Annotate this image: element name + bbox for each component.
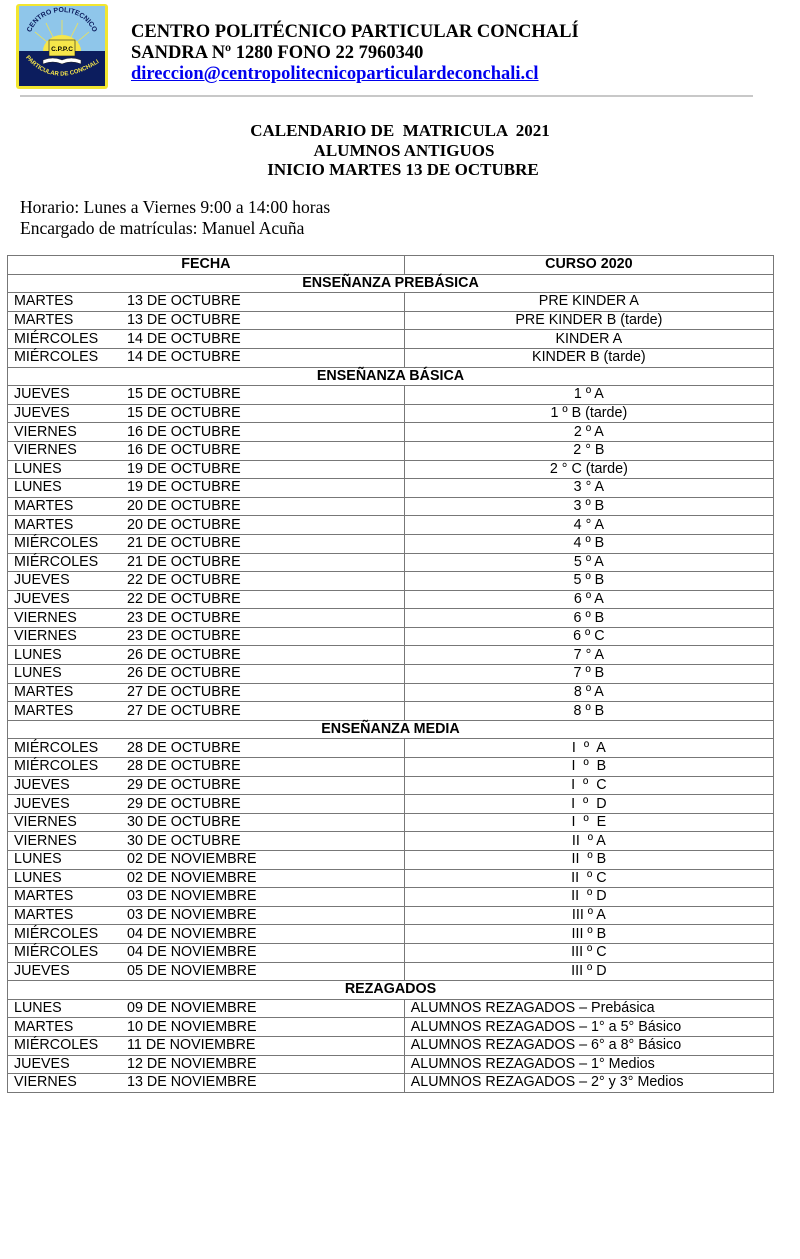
table-row	[8, 1036, 774, 1055]
weekday: VIERNES	[14, 832, 77, 849]
weekday: MARTES	[14, 683, 74, 700]
date: 10 DE NOVIEMBRE	[127, 1018, 257, 1035]
curso-cell: I º D	[404, 795, 773, 814]
date: 04 DE NOVIEMBRE	[127, 944, 257, 961]
weekday: MIÉRCOLES	[14, 553, 99, 570]
curso-cell: ALUMNOS REZAGADOS – 6° a 8° Básico	[404, 1036, 773, 1055]
curso-cell: 7 ° A	[404, 646, 773, 665]
info-block	[20, 197, 330, 239]
date: 09 DE NOVIEMBRE	[127, 1000, 257, 1017]
curso-cell: I º E	[404, 813, 773, 832]
table-row	[8, 293, 774, 312]
weekday: MIÉRCOLES	[14, 925, 99, 942]
curso-cell: 1 º B (tarde)	[404, 404, 773, 423]
fecha-cell	[8, 479, 405, 498]
table-row	[8, 348, 774, 367]
fecha-cell	[8, 999, 405, 1018]
table-row	[8, 1074, 774, 1093]
weekday: MIÉRCOLES	[14, 535, 99, 552]
table-row	[8, 497, 774, 516]
date: 28 DE OCTUBRE	[127, 758, 241, 775]
curso-cell: 2 ° B	[404, 441, 773, 460]
fecha-cell	[8, 627, 405, 646]
fecha-cell	[8, 1055, 405, 1074]
fecha-cell	[8, 702, 405, 721]
table-row	[8, 553, 774, 572]
curso-cell: 5 º A	[404, 553, 773, 572]
title-line-2: ALUMNOS ANTIGUOS	[313, 140, 495, 160]
date: 03 DE NOVIEMBRE	[127, 888, 257, 905]
curso-cell: 2 ° C (tarde)	[404, 460, 773, 479]
table-row	[8, 516, 774, 535]
fecha-cell	[8, 330, 405, 349]
table-row	[8, 665, 774, 684]
fecha-cell	[8, 665, 405, 684]
weekday: MARTES	[14, 312, 74, 329]
curso-cell: PRE KINDER B (tarde)	[404, 311, 773, 330]
table-row	[8, 311, 774, 330]
date: 20 DE OCTUBRE	[127, 498, 241, 515]
weekday: JUEVES	[14, 572, 70, 589]
fecha-cell	[8, 776, 405, 795]
date: 04 DE NOVIEMBRE	[127, 925, 257, 942]
date: 15 DE OCTUBRE	[127, 386, 241, 403]
school-address: SANDRA Nº 1280 FONO 22 7960340	[131, 43, 424, 63]
date: 02 DE NOVIEMBRE	[127, 869, 257, 886]
fecha-cell	[8, 460, 405, 479]
school-logo	[13, 2, 111, 92]
weekday: VIERNES	[14, 814, 77, 831]
logo-center-text: C.P.P.C	[51, 46, 73, 53]
table-row	[8, 1055, 774, 1074]
weekday: MIÉRCOLES	[14, 330, 99, 347]
fecha-cell	[8, 888, 405, 907]
section-title: ENSEÑANZA PREBÁSICA	[8, 274, 774, 293]
fecha-cell	[8, 497, 405, 516]
table-row	[8, 795, 774, 814]
section-title: ENSEÑANZA MEDIA	[8, 720, 774, 739]
table-row	[8, 609, 774, 628]
weekday: VIERNES	[14, 442, 77, 459]
date: 02 DE NOVIEMBRE	[127, 851, 257, 868]
fecha-cell	[8, 869, 405, 888]
title-line-1: CALENDARIO DE MATRICULA 2021	[250, 121, 550, 140]
weekday: LUNES	[14, 1000, 62, 1017]
table-row	[8, 906, 774, 925]
weekday: MARTES	[14, 498, 74, 515]
fecha-cell	[8, 590, 405, 609]
fecha-cell	[8, 293, 405, 312]
table-row	[8, 330, 774, 349]
fecha-cell	[8, 906, 405, 925]
table-row	[8, 590, 774, 609]
weekday: JUEVES	[14, 776, 70, 793]
fecha-cell	[8, 348, 405, 367]
date: 21 DE OCTUBRE	[127, 535, 241, 552]
weekday: VIERNES	[14, 628, 77, 645]
curso-cell: 7 º B	[404, 665, 773, 684]
date: 19 DE OCTUBRE	[127, 479, 241, 496]
weekday: MIÉRCOLES	[14, 1037, 99, 1054]
school-name: CENTRO POLITÉCNICO PARTICULAR CONCHALÍ	[131, 22, 579, 42]
weekday: JUEVES	[14, 405, 70, 422]
date: 27 DE OCTUBRE	[127, 702, 241, 719]
fecha-cell	[8, 795, 405, 814]
date: 30 DE OCTUBRE	[127, 814, 241, 831]
logo-top-text: CENTRO POLITECNICO	[26, 6, 98, 34]
curso-cell: III º A	[404, 906, 773, 925]
fecha-cell	[8, 832, 405, 851]
date: 22 DE OCTUBRE	[127, 590, 241, 607]
table-row	[8, 479, 774, 498]
weekday: MARTES	[14, 1018, 74, 1035]
section-header-row	[8, 367, 774, 386]
date: 16 DE OCTUBRE	[127, 442, 241, 459]
fecha-cell	[8, 1036, 405, 1055]
weekday: JUEVES	[14, 1055, 70, 1072]
date: 13 DE OCTUBRE	[127, 293, 241, 310]
weekday: LUNES	[14, 665, 62, 682]
date: 11 DE NOVIEMBRE	[127, 1037, 256, 1054]
weekday: VIERNES	[14, 423, 77, 440]
curso-cell: II º B	[404, 851, 773, 870]
table-row	[8, 943, 774, 962]
curso-cell: 2 º A	[404, 423, 773, 442]
weekday: VIERNES	[14, 1074, 77, 1091]
fecha-cell	[8, 962, 405, 981]
date: 13 DE OCTUBRE	[127, 312, 241, 329]
document-title	[0, 121, 800, 180]
enrollment-calendar-table	[7, 255, 774, 1093]
fecha-cell	[8, 441, 405, 460]
fecha-cell	[8, 758, 405, 777]
curso-cell: 6 º B	[404, 609, 773, 628]
date: 23 DE OCTUBRE	[127, 609, 241, 626]
date: 13 DE NOVIEMBRE	[127, 1074, 257, 1091]
fecha-cell	[8, 683, 405, 702]
section-title: REZAGADOS	[8, 981, 774, 1000]
date: 15 DE OCTUBRE	[127, 405, 241, 422]
date: 26 DE OCTUBRE	[127, 665, 241, 682]
weekday: VIERNES	[14, 609, 77, 626]
fecha-cell	[8, 646, 405, 665]
weekday: JUEVES	[14, 590, 70, 607]
fecha-cell	[8, 739, 405, 758]
table-row	[8, 534, 774, 553]
fecha-cell	[8, 943, 405, 962]
date: 05 DE NOVIEMBRE	[127, 962, 257, 979]
table-row	[8, 832, 774, 851]
table-row	[8, 758, 774, 777]
weekday: MARTES	[14, 888, 74, 905]
curso-cell: III º B	[404, 925, 773, 944]
fecha-cell	[8, 404, 405, 423]
table-row	[8, 739, 774, 758]
weekday: MIÉRCOLES	[14, 758, 99, 775]
header-curso: CURSO 2020	[404, 256, 773, 275]
curso-cell: 3 ° A	[404, 479, 773, 498]
table-row	[8, 813, 774, 832]
weekday: LUNES	[14, 646, 62, 663]
weekday: MARTES	[14, 293, 74, 310]
curso-cell: II º D	[404, 888, 773, 907]
weekday: JUEVES	[14, 386, 70, 403]
fecha-cell	[8, 1074, 405, 1093]
fecha-cell	[8, 516, 405, 535]
letterhead	[0, 0, 800, 100]
fecha-cell	[8, 813, 405, 832]
curso-cell: 4 ° A	[404, 516, 773, 535]
table-row	[8, 423, 774, 442]
curso-cell: III º C	[404, 943, 773, 962]
fecha-cell	[8, 572, 405, 591]
date: 16 DE OCTUBRE	[127, 423, 241, 440]
date: 28 DE OCTUBRE	[127, 739, 241, 756]
fecha-cell	[8, 925, 405, 944]
weekday: JUEVES	[14, 795, 70, 812]
date: 22 DE OCTUBRE	[127, 572, 241, 589]
curso-cell: I º C	[404, 776, 773, 795]
weekday: LUNES	[14, 479, 62, 496]
table-row	[8, 646, 774, 665]
curso-cell: I º A	[404, 739, 773, 758]
table-row	[8, 702, 774, 721]
table-row	[8, 460, 774, 479]
curso-cell: 6 º C	[404, 627, 773, 646]
date: 29 DE OCTUBRE	[127, 776, 241, 793]
weekday: LUNES	[14, 851, 62, 868]
section-header-row	[8, 981, 774, 1000]
fecha-cell	[8, 851, 405, 870]
title-line-3: INICIO MARTES 13 DE OCTUBRE	[267, 160, 539, 179]
date: 26 DE OCTUBRE	[127, 646, 241, 663]
weekday: MIÉRCOLES	[14, 739, 99, 756]
table-row	[8, 627, 774, 646]
table-row	[8, 1018, 774, 1037]
letterhead-text	[131, 22, 579, 85]
fecha-cell	[8, 311, 405, 330]
curso-cell: II º C	[404, 869, 773, 888]
fecha-cell	[8, 534, 405, 553]
curso-cell: 6 º A	[404, 590, 773, 609]
header-fecha: FECHA	[8, 256, 405, 275]
curso-cell: 3 º B	[404, 497, 773, 516]
school-email-link[interactable]: direccion@centropolitecnicoparticulardeconchali.cl	[131, 64, 539, 84]
table-row	[8, 572, 774, 591]
weekday: JUEVES	[14, 962, 70, 979]
curso-cell: PRE KINDER A	[404, 293, 773, 312]
curso-cell: KINDER A	[404, 330, 773, 349]
table-row	[8, 441, 774, 460]
fecha-cell	[8, 553, 405, 572]
date: 27 DE OCTUBRE	[127, 683, 241, 700]
curso-cell: ALUMNOS REZAGADOS – 1° Medios	[404, 1055, 773, 1074]
date: 30 DE OCTUBRE	[127, 832, 241, 849]
weekday: LUNES	[14, 869, 62, 886]
date: 21 DE OCTUBRE	[127, 553, 241, 570]
section-header-row	[8, 274, 774, 293]
date: 03 DE NOVIEMBRE	[127, 907, 257, 924]
curso-cell: 8 º B	[404, 702, 773, 721]
date: 14 DE OCTUBRE	[127, 330, 241, 347]
table-row	[8, 404, 774, 423]
curso-cell: 1 º A	[404, 386, 773, 405]
curso-cell: 8 º A	[404, 683, 773, 702]
weekday: MARTES	[14, 516, 74, 533]
weekday: MARTES	[14, 702, 74, 719]
weekday: MIÉRCOLES	[14, 944, 99, 961]
date: 29 DE OCTUBRE	[127, 795, 241, 812]
curso-cell: III º D	[404, 962, 773, 981]
date: 23 DE OCTUBRE	[127, 628, 241, 645]
table-row	[8, 888, 774, 907]
section-title: ENSEÑANZA BÁSICA	[8, 367, 774, 386]
weekday: MIÉRCOLES	[14, 349, 99, 366]
curso-cell: KINDER B (tarde)	[404, 348, 773, 367]
schedule-text: Horario: Lunes a Viernes 9:00 a 14:00 horas	[20, 197, 331, 217]
table-row	[8, 776, 774, 795]
weekday: LUNES	[14, 460, 62, 477]
table-row	[8, 925, 774, 944]
curso-cell: ALUMNOS REZAGADOS – 1° a 5° Básico	[404, 1018, 773, 1037]
curso-cell: 5 º B	[404, 572, 773, 591]
table-row	[8, 683, 774, 702]
curso-cell: ALUMNOS REZAGADOS – 2° y 3° Medios	[404, 1074, 773, 1093]
fecha-cell	[8, 609, 405, 628]
date: 20 DE OCTUBRE	[127, 516, 241, 533]
table-row	[8, 999, 774, 1018]
curso-cell: ALUMNOS REZAGADOS – Prebásica	[404, 999, 773, 1018]
fecha-cell	[8, 386, 405, 405]
table-header-row	[8, 256, 774, 275]
curso-cell: II º A	[404, 832, 773, 851]
curso-cell: I º B	[404, 758, 773, 777]
section-header-row	[8, 720, 774, 739]
table-row	[8, 962, 774, 981]
date: 14 DE OCTUBRE	[127, 349, 241, 366]
date: 12 DE NOVIEMBRE	[127, 1055, 257, 1072]
date: 19 DE OCTUBRE	[127, 460, 241, 477]
header-divider	[20, 95, 753, 97]
logo-bottom-text: PARTICULAR DE CONCHALI	[24, 54, 101, 78]
curso-cell: 4 º B	[404, 534, 773, 553]
table-row	[8, 851, 774, 870]
table-row	[8, 869, 774, 888]
weekday: MARTES	[14, 907, 74, 924]
table-row	[8, 386, 774, 405]
fecha-cell	[8, 1018, 405, 1037]
fecha-cell	[8, 423, 405, 442]
manager-text: Encargado de matrículas: Manuel Acuña	[20, 218, 305, 238]
